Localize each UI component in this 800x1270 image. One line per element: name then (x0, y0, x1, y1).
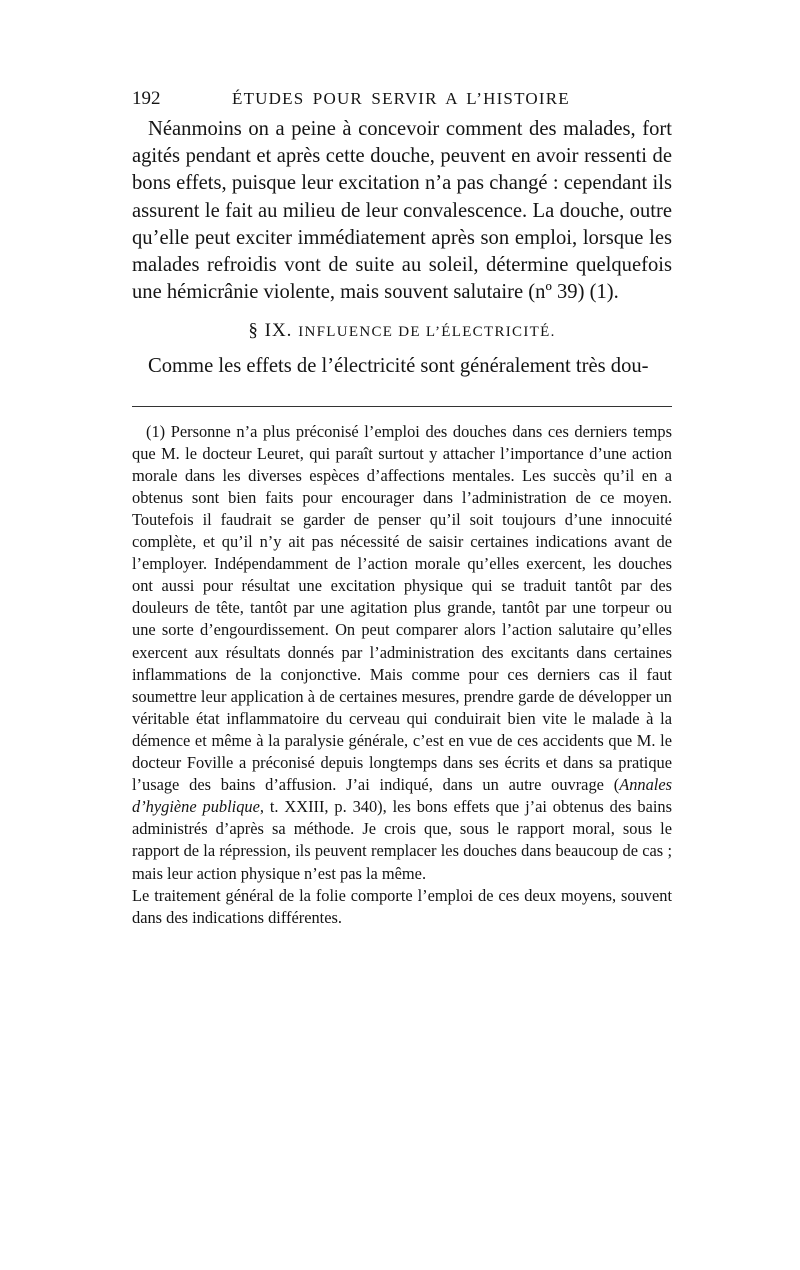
section-title: INFLUENCE DE L’ÉLECTRICITÉ. (298, 324, 556, 341)
footnote-1 (132, 421, 672, 885)
section-symbol: § IX. (248, 320, 293, 342)
book-page (132, 88, 672, 929)
footnote-1-continuation: Le traitement général de la folie comporte l’emploi de ces deux moyens, souvent dans des indications différentes. (132, 885, 672, 927)
footnotes (132, 421, 672, 929)
running-title: ÉTUDES POUR SERVIR A L’HISTOIRE (232, 89, 570, 108)
body-paragraph-2: Comme les effets de l’électricité sont généralement très dou- (148, 355, 649, 378)
footnote-1-text-a: (1) Personne n’a plus préconisé l’emploi des douches dans ces derniers temps que M. le docteur Leuret, qui paraît surtout y attacher l’importance d’une action morale dans les diverses espèces d’affections mentales. Les succès qu’il en a obtenus sont bien faits pour encourager dans l’administration de ce moyen. Toutefois il faudrait se garder de penser qu’il soit toujours d’une innocuité complète, et qu’il n’y ait pas nécessité de saisir certaines indications avant de l’employer. Indépendamment de l’action morale qu’elles exercent, les douches ont aussi pour résultat une excitation physique qui se traduit tantôt par des douleurs de tête, tantôt par une agitation plus grande, tantôt par une torpeur ou une sorte d’engourdissement. On peut comparer alors l’action salutaire qu’elles exercent aux résultats donnés par l’administration des excitants dans certaines inflammations de la conjonctive. Mais comme pour ces derniers cas il faut soumettre leur application à de certaines mesures, prendre garde de développer un véritable état inflammatoire du cerveau qui conduirait bien vite le malade à la démence et même à la paralysie générale, c’est en vue de ces accidents que M. le docteur Foville a préconisé depuis longtemps dans ses écrits et dans sa pratique l’usage des bains d’affusion. J’ai indiqué, dans un autre ouvrage ( (132, 421, 672, 795)
footnote-1-journal-title: Annales d’hygiène publique (132, 775, 672, 817)
running-header (132, 88, 672, 116)
footnote-divider (132, 406, 672, 407)
footnote-1-text-b: , t. XXIII, p. 340), les bons effets que j’ai obtenus des bains administrés d’après sa méthode. Je crois que, sous le rapport moral, sous le rapport de la répression, ils peuvent remplacer les douches dans beaucoup de cas ; mais leur action physique n’est pas la même. (132, 797, 673, 883)
section-heading (132, 320, 672, 342)
page-number: 192 (132, 88, 161, 109)
body-paragraph-1: Néanmoins on a peine à concevoir comment des malades, fort agités pendant et après cette douche, peuvent en avoir ressenti de bons effets, puisque leur excitation n’a pas changé : cependant ils assurent le fait au milieu de leur convalescence. La douche, outre qu’elle peut exciter immédiatement après son emploi, lorsque les malades refroidis vont de suite au soleil, détermine quelquefois une hémicrânie violente, mais souvent salutaire (nº 39) (1). (132, 118, 672, 304)
